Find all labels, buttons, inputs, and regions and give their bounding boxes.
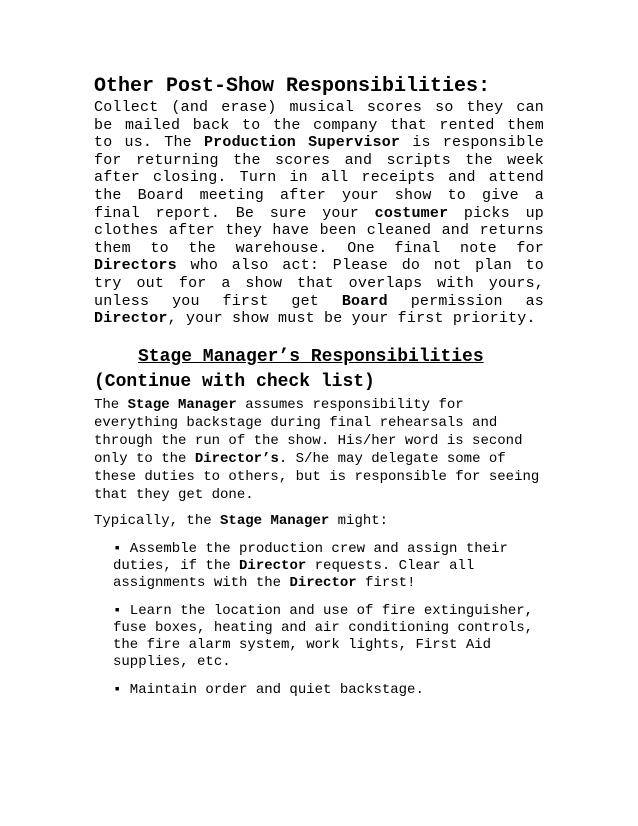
text-run: . S/he may delegate some of these duties to others, but is responsible for seeing that they get done. — [94, 451, 540, 503]
bold-term: Stage Manager — [220, 513, 330, 529]
text-run: Collect (and erase) musical scores so they can be mailed back to the company that rented them to us. The — [94, 99, 544, 152]
text-run: assumes responsibility for everything backstage during final rehearsals and through the run of the show. His/her word is second only to the — [94, 397, 523, 467]
bold-term: Board — [341, 292, 388, 310]
bold-term: Stage Manager — [127, 397, 237, 413]
text-run: ▪ Maintain order and quiet backstage. — [113, 682, 424, 698]
bold-term: costumer — [374, 204, 449, 222]
text-run: first! — [356, 575, 416, 591]
post-show-heading: Other Post-Show Responsibilities: — [94, 75, 491, 98]
text-run: ▪ Assemble the production crew and assign their duties, if the — [113, 541, 508, 574]
list-item — [113, 541, 543, 592]
bold-term: Director — [239, 558, 307, 574]
stage-manager-paragraph — [94, 396, 544, 504]
text-run: ▪ Learn the location and use of fire extinguisher, fuse boxes, heating and air conditioning controls, the fire alarm system, work lights, First Aid supplies, etc. — [113, 603, 534, 670]
post-show-paragraph — [94, 99, 544, 328]
typically-line — [94, 512, 388, 530]
text-run: , your show must be your first priority. — [167, 310, 536, 328]
bold-term: Director’s — [194, 451, 279, 467]
text-run: might: — [329, 513, 389, 529]
text-run: The — [94, 397, 128, 413]
text-run: is responsible for returning the scores and scripts the week after closing. Turn in all receipts and attend the Board meeting after your show to give a final report. Be sure your — [94, 134, 545, 222]
text-run: Typically, the — [94, 513, 221, 529]
bold-term: Production Supervisor — [203, 134, 401, 152]
text-run: picks up clothes after they have been cleaned and returns them to the warehouse. One final note for — [94, 204, 544, 257]
bold-term: Director — [289, 575, 357, 591]
text-run: requests. Clear all assignments with the — [113, 558, 475, 591]
list-item — [113, 682, 543, 699]
checklist-subheading: (Continue with check list) — [94, 372, 375, 392]
text-run: permission as — [387, 292, 545, 310]
text-run: who also act: Please do not plan to try out for a show that overlaps with yours, unless you first get — [94, 257, 544, 310]
stage-manager-heading: Stage Manager’s Responsibilities — [138, 347, 484, 367]
list-item — [113, 603, 543, 671]
bold-term: Director — [94, 310, 168, 328]
bold-term: Directors — [94, 257, 177, 275]
